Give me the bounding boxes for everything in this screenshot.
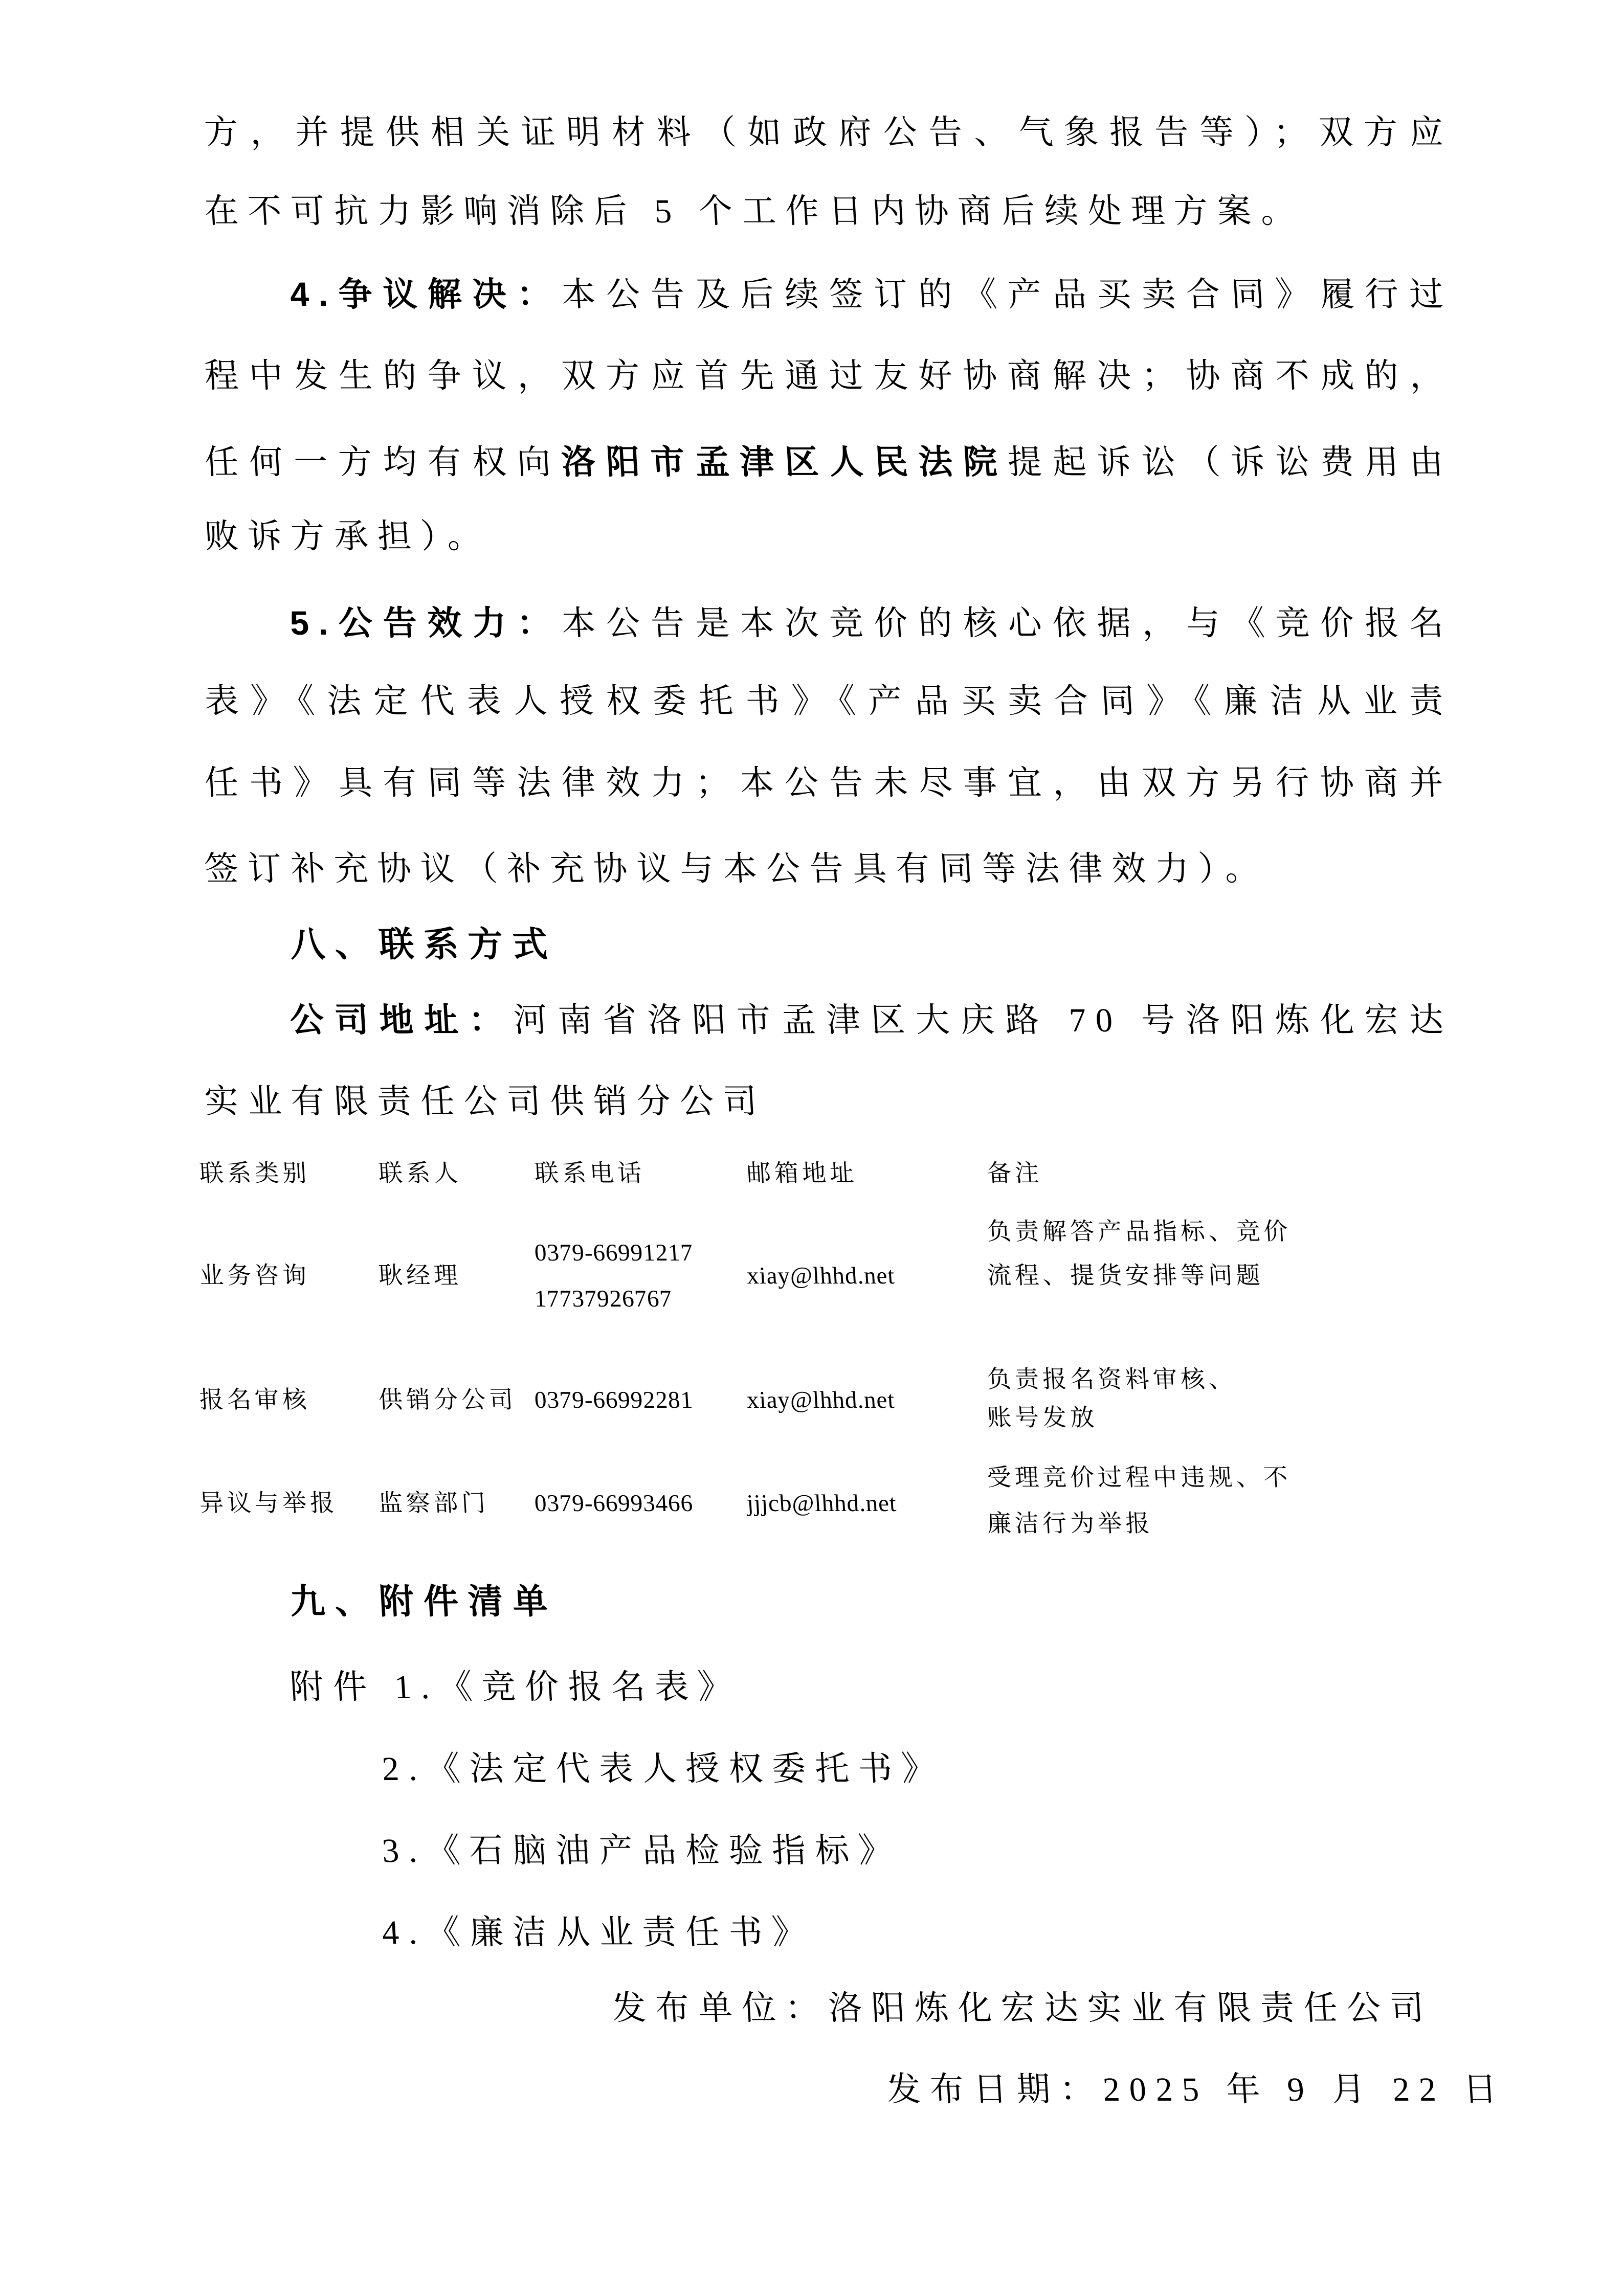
table-row1-phone-line2: 17737926767 [533,1286,673,1312]
table-header-category: 联系类别 [198,1160,311,1187]
table-row1-phone-line1: 0379-66991217 [533,1240,694,1266]
dispute-line-2: 程中发生的争议，双方应首先通过友好协商解决；协商不成的， [203,357,1454,395]
company-address-line-2: 实业有限责任公司供销分公司 [203,1083,768,1120]
force-majeure-line-1: 方，并提供相关证明材料（如政府公告、气象报告等）；双方应 [203,114,1454,151]
publish-date-line: 发布日期：2025 年 9 月 22 日 [885,2071,1508,2108]
dispute-line-4: 败诉方承担）。 [203,518,492,555]
dispute-line-1 [287,253,1455,336]
court-name-bold: 洛阳市孟津区人民法院 [560,443,1009,481]
table-header-note: 备注 [986,1160,1043,1187]
publisher-line: 发布单位：洛阳炼化宏达实业有限责任公司 [611,1990,1435,2027]
effect-line-2: 表》《法定代表人授权委托书》《产品买卖合同》《廉洁从业责 [203,683,1454,720]
table-header-phone: 联系电话 [533,1160,646,1187]
table-header-email: 邮箱地址 [746,1160,858,1187]
table-row3-note-line2: 廉洁行为举报 [986,1511,1154,1537]
effect-line-3: 任书》具有同等法律效力；本公告未尽事宜，由双方另行协商并 [203,764,1454,802]
table-row1-person: 耿经理 [377,1263,462,1289]
table-row3-person: 监察部门 [377,1490,490,1517]
table-row1-note-line2: 流程、提货安排等问题 [986,1263,1265,1289]
dispute-line-3-pre: 任何一方均有权向 [203,444,563,481]
attachment-item-4: 4.《廉洁从业责任书》 [381,1914,816,1951]
table-header-person: 联系人 [377,1160,462,1187]
dispute-line-3 [202,421,1455,504]
table-row3-phone: 0379-66993466 [533,1490,694,1517]
company-address-text: 河南省洛阳市孟津区大庆路 70 号洛阳炼化宏达 [512,1002,1454,1039]
table-row2-category: 报名审核 [198,1387,311,1413]
table-row2-note-line1: 负责报名资料审核、 [986,1366,1237,1393]
table-row3-category: 异议与举报 [198,1490,339,1517]
effect-line-1-text: 本公告是本次竞价的核心依据，与《竞价报名 [560,605,1454,642]
dispute-line-3-post: 提起诉讼（诉讼费用由 [1007,444,1454,481]
table-row3-note-line1: 受理竞价过程中违规、不 [986,1465,1293,1491]
attachment-item-2: 2.《法定代表人授权委托书》 [381,1750,946,1788]
table-row2-note-line2: 账号发放 [986,1405,1099,1431]
force-majeure-line-2: 在不可抗力影响消除后 5 个工作日内协商后续处理方案。 [203,193,1305,230]
effect-label: 5.公告效力： [288,604,563,642]
effect-line-1 [287,582,1455,665]
table-row2-email: xiay@lhhd.net [746,1387,896,1413]
table-row2-phone: 0379-66992281 [533,1387,694,1413]
dispute-line-1-text: 本公告及后续签订的《产品买卖合同》履行过 [560,276,1454,313]
attachment-item-3: 3.《石脑油产品检验指标》 [381,1832,903,1870]
table-row1-email: xiay@lhhd.net [746,1263,896,1289]
company-address-label: 公司地址： [288,1001,515,1039]
effect-line-4: 签订补充协议（补充协议与本公告具有同等法律效力）。 [203,850,1270,888]
section-heading-attachments: 九、附件清单 [288,1582,559,1621]
table-row3-email: jjjcb@lhhd.net [746,1490,898,1517]
dispute-label: 4.争议解决： [288,275,563,313]
table-row1-note-line1: 负责解答产品指标、竞价 [986,1219,1293,1245]
table-row1-category: 业务咨询 [198,1263,311,1289]
attachment-item-1: 附件 1.《竞价报名表》 [288,1669,742,1706]
section-heading-contact: 八、联系方式 [288,925,559,964]
company-address-line-1 [287,979,1455,1062]
table-row2-person: 供销分公司 [377,1387,518,1413]
